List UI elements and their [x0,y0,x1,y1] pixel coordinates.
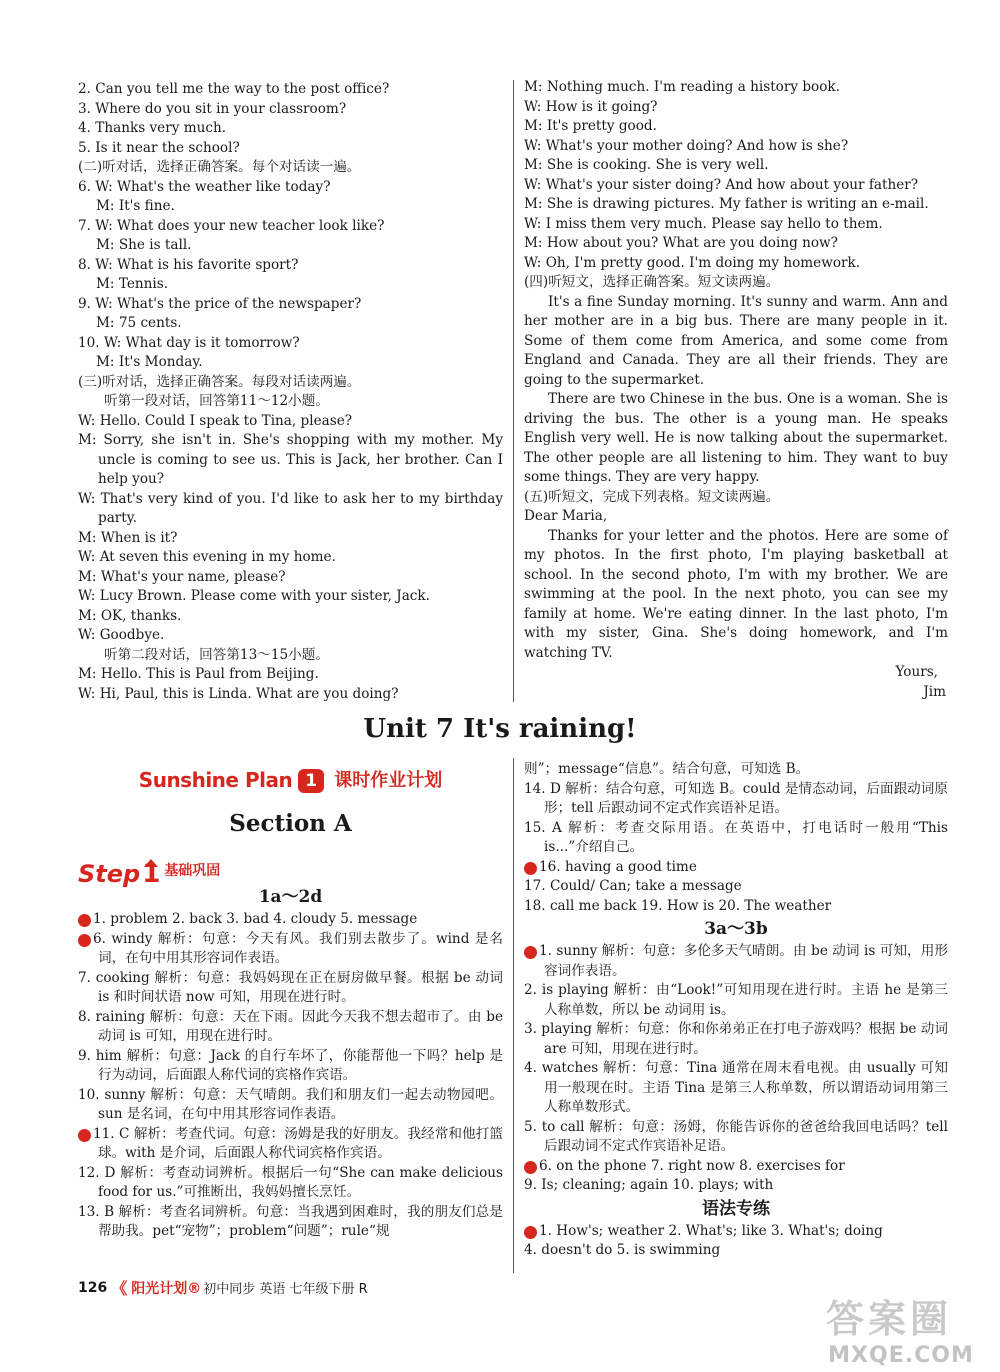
answer-text: 7. cooking 解析：句意：我妈妈现在正在厨房做早餐。根据 be 动词 is 和时间状语 now 可知，用现在进行时。 [78,969,503,1005]
step-label: Step [78,859,141,888]
answer-item [524,1020,948,1059]
answer-item [78,1203,503,1242]
subsection-title: 3a～3b [704,919,768,939]
answer-text: 12. D 解析：考查动词辨析。根据后一句“She can make delicious food for us.”可推断出，我妈妈擅长烹饪。 [78,1164,503,1200]
answer-text: 9. Is; cleaning; again 10. plays; with [524,1177,774,1193]
answer-item [524,1176,948,1196]
text-line: M: Nothing much. I'm reading a history book. [524,79,840,95]
answer-item [524,877,948,897]
roman-numeral-badge: Ⅳ [524,862,537,875]
letter-salutation: Dear Maria, [524,508,608,524]
text-line: 2. Can you tell me the way to the post office? [78,81,390,97]
subsection-title: 语法专练 [702,1198,770,1219]
answer-text: 6. windy 解析：句意：今天有风。我们别去散步了。wind 是名词，在句中用其形容词作表语。 [93,930,503,966]
answer-text: 1. How's; weather 2. What's; like 3. What's; doing [539,1222,883,1239]
answer-text: 14. D 解析：结合句意，可知选 B。could 是情态动词，后面跟动词原形；tell 后跟动词不定式作宾语补足语。 [524,780,948,816]
answer-text: 15. A 解析：考查交际用语。在英语中，打电话时一般用“This is...”介绍自己。 [524,819,948,855]
answer-item [518,942,948,981]
answer-text: 1. sunny 解析：句意：多伦多天气晴朗。由 be 动词 is 可知，用形容词作表语。 [539,943,948,979]
text-line: M: What's your name, please? [78,568,286,585]
answer-text: 则”；message“信息”。结合句意，可知选 B。 [524,761,810,777]
answer-item [518,1222,948,1242]
text-line: M: Sorry, she isn't in. She's shopping with my mother. My uncle is coming to see us. This is Jack, her brother. Can I help you? [78,432,503,487]
text-line: (二)听对话，选择正确答案。每个对话读一遍。 [78,159,361,175]
answer-item [78,1008,503,1047]
answer-list [515,760,948,916]
text-line: 6. W: What's the weather like today? [78,178,331,195]
listening-script-right-column [524,78,948,702]
text-line: W: Lucy Brown. Please come with your sister, Jack. [78,588,430,604]
answer-list [518,1222,948,1261]
text-line: W: I miss them very much. Please say hello to them. [524,215,883,232]
answer-item [524,897,948,917]
watermark-url: MXQE.COM [828,1343,974,1368]
answer-text: 9. him 解析：句意：Jack 的自行车坏了，你能帮他一下吗？help 是行为动词，后面跟人称代词的宾格作宾语。 [78,1047,503,1083]
text-line: W: Hi, Paul, this is Linda. What are you doing? [78,685,399,702]
section-title: Section A [229,810,352,837]
answer-item [524,780,948,819]
text-line: M: It's Monday. [96,354,203,370]
answer-item [71,930,503,969]
answer-item [72,910,503,930]
page-number: 126 [78,1279,108,1296]
plan-subtitle: 课时作业计划 [334,770,443,792]
text-line: 听第二段对话，回答第13～15小题。 [104,646,329,663]
answer-text: 13. B 解析：考查名词辨析。句意：当我遇到困难时，我的朋友们总是帮助我。pet“宠物”；problem“问题”；rule“规 [78,1203,503,1239]
roman-numeral-badge: Ⅰ [78,914,91,927]
text-line: M: She is cooking. She is very well. [524,157,769,173]
sunshine-plan-banner [78,764,503,798]
plan-number-badge: 1 [298,769,324,793]
text-line: M: 75 cents. [96,315,182,331]
text-line: M: It's pretty good. [524,118,657,134]
brand-name: 阳光计划® [131,1280,202,1297]
watermark-cn: 答案圈 [826,1297,953,1341]
roman-numeral-badge: Ⅱ [524,1161,537,1174]
answer-item [70,1125,503,1164]
answer-text: 10. sunny 解析：句意：天气晴朗。我们和朋友们一起去动物园吧。sun 是名词，在句中用其形容词作表语。 [78,1086,503,1122]
passage-paragraph: There are two Chinese in the bus. One is a woman. She is driving the bus. The other is a young man. He speaks English very well. He is now talking about the supermarket. The other people are all listening to him. They want to buy some things. They are very happy. [524,391,948,485]
answer-left-column [70,764,503,1242]
text-line: W: What's your sister doing? And how about your father? [524,176,919,193]
letter-signature: Jim [923,683,946,700]
answer-item [524,819,948,858]
answer-item [524,1059,948,1118]
text-line: (四)听短文，选择正确答案。短文读两遍。 [524,274,780,290]
answer-item [78,1086,503,1125]
page-footer [78,1276,368,1299]
text-line: W: Oh, I'm pretty good. I'm doing my homework. [524,254,861,271]
text-line: 9. W: What's the price of the newspaper? [78,295,362,312]
answer-item [524,1241,948,1261]
answer-text: 8. raining 解析：句意：天在下雨。因此今天我不想去超市了。由 be 动词 is 可知，用现在进行时。 [78,1008,503,1044]
text-line: (三)听对话，选择正确答案。每段对话读两遍。 [78,373,361,390]
answer-text: 11. C 解析：考查代词。句意：汤姆是我的好朋友。我经常和他打篮球。with 是介词，后面跟人称代词宾格作宾语。 [93,1125,503,1161]
answer-text: 1. problem 2. back 3. bad 4. cloudy 5. message [93,911,418,927]
text-line: M: She is tall. [96,237,192,253]
listening-script-left-column [78,80,503,704]
answer-list [70,910,503,1242]
step-number: 1 [142,858,161,889]
text-line: W: Goodbye. [78,627,165,643]
plan-title: Sunshine Plan [138,768,293,793]
subsection-title: 1a～2d [258,887,323,907]
answer-text: 4. doesn't do 5. is swimming [524,1242,721,1258]
text-line: M: How about you? What are you doing now? [524,235,838,251]
text-line: 10. W: What day is it tomorrow? [78,334,300,351]
roman-numeral-badge: Ⅰ [524,1226,537,1239]
answer-item [524,981,948,1020]
answer-text: 17. Could/ Can; take a message [524,878,742,894]
text-line: 5. Is it near the school? [78,139,240,156]
text-line: M: It's fine. [96,198,175,214]
answer-item [524,1118,948,1157]
section-heading: (五)听短文，完成下列表格。短文读两遍。 [524,488,780,505]
text-line: 听第一段对话，回答第11～12小题。 [104,393,329,409]
text-line: W: At seven this evening in my home. [78,549,336,565]
column-divider [513,80,514,702]
letter-closing: Yours, [895,664,938,680]
text-line: M: Hello. This is Paul from Beijing. [78,666,319,682]
answer-text: 16. having a good time [539,858,697,875]
column-divider [513,758,514,1273]
text-line: W: What's your mother doing? And how is she? [524,137,849,154]
answer-item [78,969,503,1008]
answer-text: 2. is playing 解析：由“Look!”可知用现在进行时。主语 he 是第三人称单数，所以 be 动词用 is。 [524,982,948,1018]
step-heading [78,850,503,889]
text-line: W: Hello. Could I speak to Tina, please? [78,412,353,429]
text-line: 8. W: What is his favorite sport? [78,256,299,273]
answer-text: 6. on the phone 7. right now 8. exercises for [539,1157,845,1174]
answer-item [78,1047,503,1086]
answer-item [515,858,948,878]
answer-list [517,942,948,1196]
roman-numeral-badge: Ⅰ [524,946,537,959]
text-line: W: How is it going? [524,98,658,115]
text-line: M: She is drawing pictures. My father is writing an e-mail. [524,196,929,212]
text-line: 7. W: What does your new teacher look like? [78,217,385,234]
text-line: 4. Thanks very much. [78,120,227,136]
double-arrow-icon: 《 [111,1279,128,1298]
answer-right-column [515,760,948,1261]
letter-body: Thanks for your letter and the photos. Here are some of my photos. In the first photo, I'm playing basketball at school. In the second photo, I'm with my brother. We are swimming at the pool. In the next photo, you can see my family at home. We're eating dinner. In the last photo, I'm with my sister, Gina. She's doing homework, and I'm watching TV. [524,527,948,661]
book-title: 初中同步 英语 七年级下册 R [203,1282,368,1297]
text-line: W: That's very kind of you. I'd like to ask her to my birthday party. [78,490,503,526]
passage-paragraph: It's a fine Sunday morning. It's sunny and warm. Ann and her mother are in a big bus. There are many people in it. Some of them come from America, and some come from England and Canada. They are all their friends. They are going to the supermarket. [524,293,948,388]
watermark-logo [816,1288,986,1368]
answer-text: 3. playing 解析：句意：你和你弟弟正在打电子游戏吗？根据 be 动词 are 可知，用现在进行时。 [524,1021,948,1057]
answer-text: 5. to call 解析：句意：汤姆，你能告诉你的爸爸给我回电话吗？tell 后跟动词不定式作宾语补足语。 [524,1118,948,1154]
answer-item [517,1157,948,1177]
text-line: M: When is it? [78,529,178,546]
text-line: M: Tennis. [96,276,169,292]
answer-text: 4. watches 解析：句意：Tina 通常在周末看电视。由 usually 可知用一般现在时。主语 Tina 是第三人称单数，所以谓语动词用第三人称单数形式。 [524,1060,948,1115]
text-line: M: OK, thanks. [78,607,182,624]
text-line: 3. Where do you sit in your classroom? [78,100,347,117]
unit-title: Unit 7 It's raining! [363,714,637,744]
dialog-lines [524,78,948,293]
answer-item [78,1164,503,1203]
roman-numeral-badge: Ⅱ [78,934,91,947]
answer-item [524,760,948,780]
roman-numeral-badge: Ⅲ [78,1129,91,1142]
answer-text: 18. call me back 19. How is 20. The weather [524,897,832,914]
step-subtitle: 基础巩固 [164,862,221,879]
